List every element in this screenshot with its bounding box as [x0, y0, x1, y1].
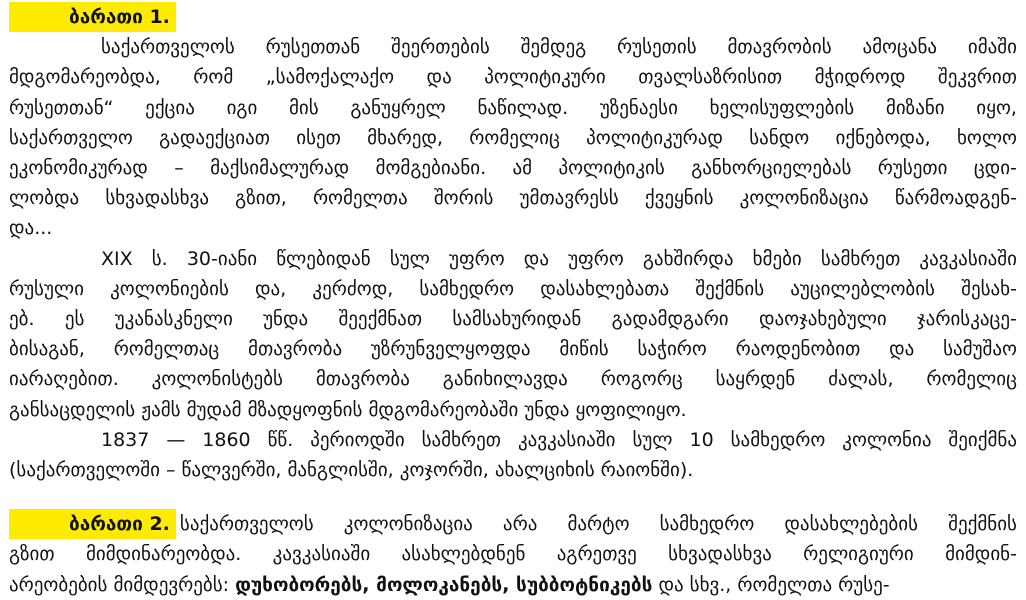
paragraph-1-line: საქართველო გადაექციათ ისეთ მხარედ, რომელიც პოლიტიკურად სანდო იქნებოდა, ხოლო	[9, 126, 1017, 149]
card-1	[9, 2, 1017, 485]
paragraph-1-line: და...	[9, 217, 53, 240]
card-2-line-3-end: და სხვ., რომელთა რუსე-	[658, 573, 890, 596]
paragraph-2-line: ებ. ეს უკანასკნელი უნდა შეექმნათ სამსახურიდან გადამდგარი დაოჯახებული ჯარისკაცე-	[9, 308, 1017, 331]
card-2-label: ბარათი 2.	[9, 509, 176, 539]
paragraph-2-line: რუსული კოლონიების და, კერძოდ, სამხედრო დასახლებათა შექმნის აუცილებლობის შესახ-	[9, 277, 1017, 300]
paragraph-3-line: 1837 — 1860 წწ. პერიოდში სამხრეთ კავკასიაში სულ 10 სამხედრო კოლონია შეიქმნა	[101, 428, 1017, 451]
paragraph-1-line: მდგომარეობდა, რომ „სამოქალაქო და პოლიტიკური თვალსაზრისით მჭიდროდ შეკვრით	[9, 66, 1017, 89]
card-2-line-2: გზით მიმდინარეობდა. კავკასიაში ასახლებდნენ აგრეთვე სხვადასხვა რელიგიური მიმდინ-	[9, 543, 1017, 566]
card-2-line-3-start: არეობების მიმდევრებს:	[9, 573, 230, 596]
paragraph-1-line: ლობდა სხვადასხვა გზით, რომელთა შორის უმთავრესს ქვეყნის კოლონიზაცია წარმოადგენ-	[9, 187, 1017, 210]
paragraph-3-line: (საქართველოში – წალვერში, მანგლისში, კოჯორში, ახალციხის რაიონში).	[9, 459, 694, 482]
card-2-first-line	[9, 509, 1017, 539]
paragraph-1-line: საქართველოს რუსეთთან შეერთების შემდეგ რუსეთის მთავრობის ამოცანა იმაში	[101, 36, 1017, 59]
section-gap	[9, 485, 1017, 509]
paragraph-2-line: XIX ს. 30-იანი წლებიდან სულ უფრო და უფრო გახშირდა ხმები სამხრეთ კავკასიაში	[101, 247, 1017, 270]
document-page	[9, 2, 1017, 596]
paragraph-1-line: ეკონომიკურად – მაქსიმალურად მომგებიანი. ამ პოლიტიკის განხორციელებას რუსეთი ცდი-	[9, 157, 1017, 180]
card-2-line-1: საქართველოს კოლონიზაცია არა მარტო სამხედრო დასახლებების შექმნის	[179, 513, 1017, 536]
paragraph-2-line: ბისაგან, რომელთაც მთავრობა უზრუნველყოფდა მიწის საჭირო რაოდენობით და სამუშაო	[9, 338, 1017, 361]
card-2	[9, 509, 1017, 596]
card-1-label: ბარათი 1.	[9, 2, 176, 32]
card-1-header-line	[9, 2, 1017, 32]
paragraph-2-line: იარაღებით. კოლონისტებს მთავრობა განიხილავდა როგორც საყრდენ ძალას, რომელიც	[9, 368, 1017, 391]
paragraph-2-line: განსაცდელის ჟამს მუდამ მზადყოფნის მდგომარეობაში უნდა ყოფილიყო.	[9, 398, 687, 421]
paragraph-1-line: რუსეთთან“ ექცია იგი მის განუყრელ ნაწილად. უზენაესი ხელისუფლების მიზანი იყო,	[9, 96, 1017, 119]
card-2-line-3	[9, 570, 1017, 596]
card-2-line-3-bold: დუხობორებს, მოლოკანებს, სუბბოტნიკებს	[235, 573, 653, 596]
